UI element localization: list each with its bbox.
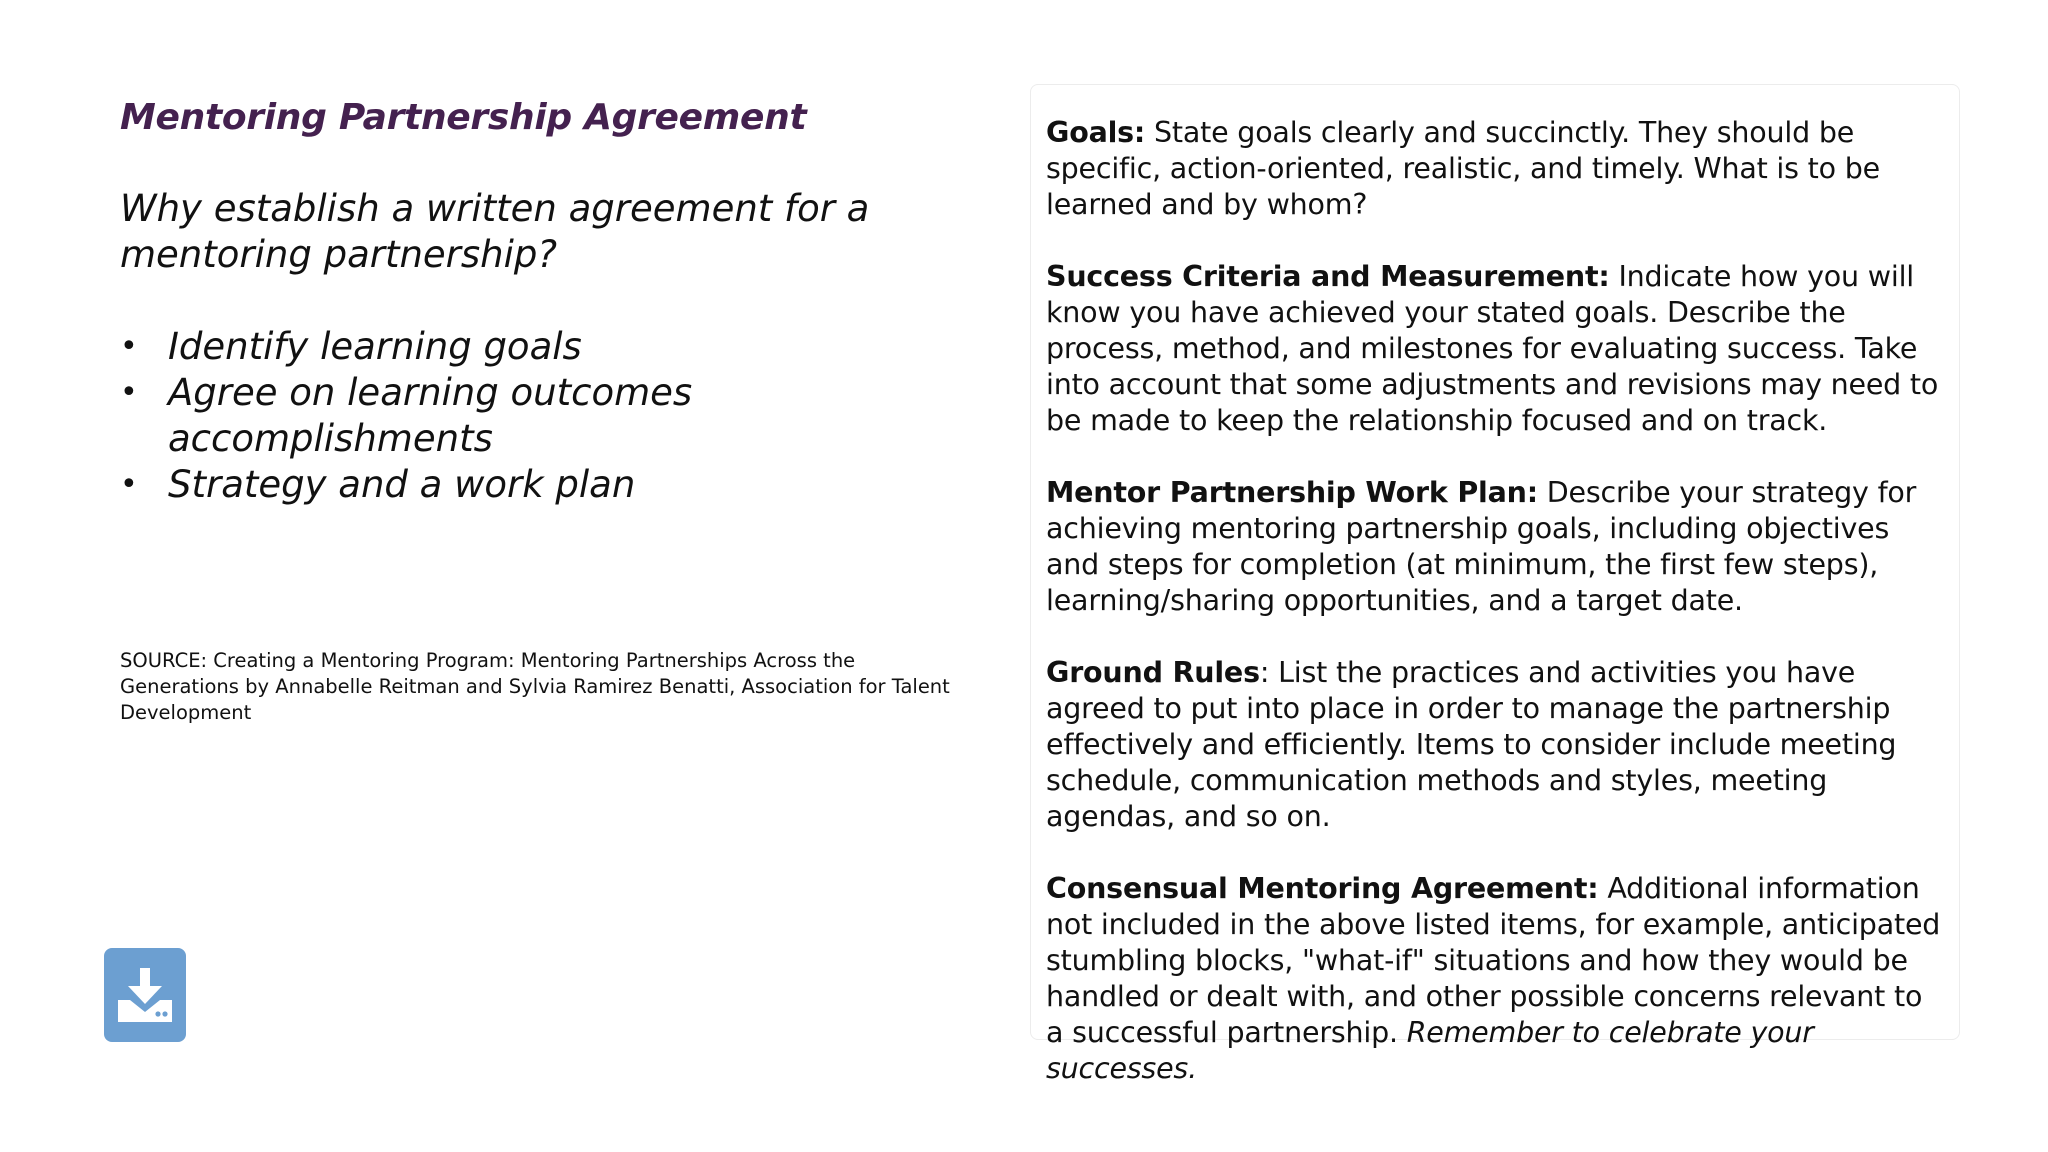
section-work-plan xyxy=(1046,475,1945,619)
intro-question: Why establish a written agreement for a mentoring partnership? xyxy=(120,187,870,276)
list-item xyxy=(120,370,728,462)
bullet-marker: • xyxy=(120,375,138,410)
reasons-list xyxy=(120,324,1000,508)
section-text: : List the practices and activities you have agreed to put into place in order to manage the partnership effectively and efficiently. Items to consider include meeting schedule, communication methods and styles, meeting agendas, and so on. xyxy=(1046,656,1897,833)
section-label: Success Criteria and Measurement: xyxy=(1046,260,1610,293)
section-ground-rules xyxy=(1046,655,1945,835)
section-label: Goals: xyxy=(1046,116,1146,149)
section-text: Additional information not included in the above listed items, for example, anticipated stumbling blocks, "what-if" situations and how they would be handled or dealt with, and other possible concerns relevant to a successful partnership. xyxy=(1046,872,1941,1049)
bullet-text: Strategy and a work plan xyxy=(168,463,636,506)
source-citation: SOURCE: Creating a Mentoring Program: Mentoring Partnerships Across the Generations by Annabelle Reitman and Sylvia Ramirez Benatti, Association for Talent Development xyxy=(120,649,950,724)
section-emphasis: Remember to celebrate your successes. xyxy=(1046,1016,1814,1085)
bullet-text: Identify learning goals xyxy=(168,325,582,368)
bullet-text: Agree on learning outcomes accomplishments xyxy=(168,371,693,460)
section-consensual-agreement xyxy=(1046,871,1945,1087)
section-label: Mentor Partnership Work Plan: xyxy=(1046,476,1538,509)
bullet-marker: • xyxy=(120,329,138,364)
section-label: Consensual Mentoring Agreement: xyxy=(1046,872,1599,905)
download-button[interactable] xyxy=(104,948,186,1042)
download-icon xyxy=(114,966,176,1024)
section-text: State goals clearly and succinctly. They should be specific, action-oriented, realistic, and timely. What is to be learned and by whom? xyxy=(1046,116,1880,221)
section-goals xyxy=(1046,115,1945,223)
agreement-details-panel xyxy=(1030,84,1960,1085)
section-text: Describe your strategy for achieving mentoring partnership goals, including objectives and steps for completion (at minimum, the first few steps), learning/sharing opportunities, and a target date. xyxy=(1046,476,1917,617)
list-item xyxy=(120,462,728,508)
section-text: Indicate how you will know you have achieved your stated goals. Describe the process, method, and milestones for evaluating success. Take into account that some adjustments and revisions may need to be made to keep the relationship focused and on track. xyxy=(1046,260,1939,437)
bullet-marker: • xyxy=(120,467,138,502)
left-column xyxy=(120,92,1000,508)
section-success-criteria xyxy=(1046,259,1945,439)
slide-title: Mentoring Partnership Agreement xyxy=(120,97,807,138)
section-label: Ground Rules xyxy=(1046,656,1260,689)
list-item xyxy=(120,324,728,370)
